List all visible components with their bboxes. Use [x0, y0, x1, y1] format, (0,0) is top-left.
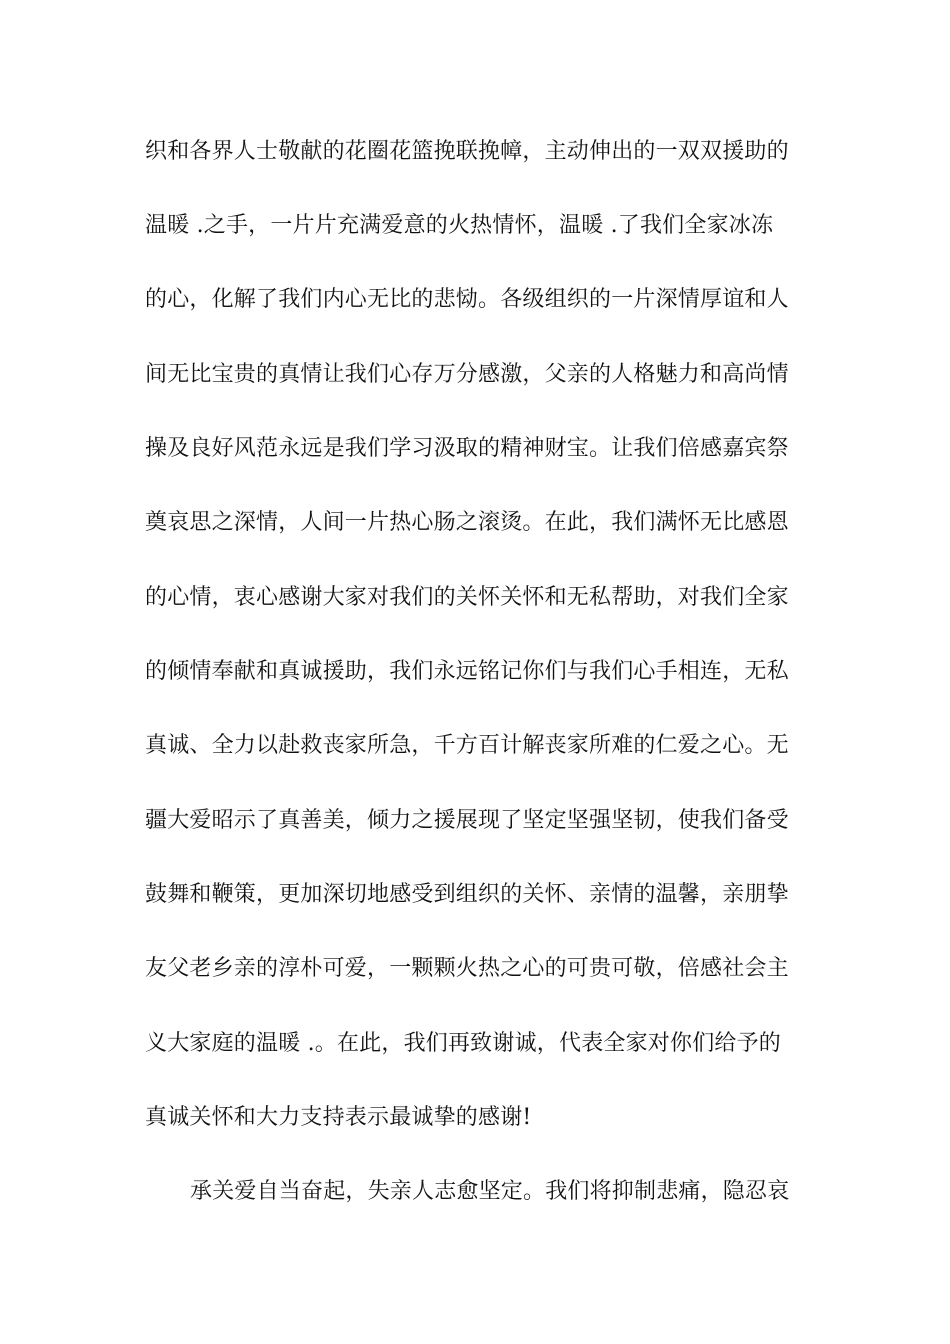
text-line: 奠哀思之深情，人间一片热心肠之滚烫。在此，我们满怀无比感恩 — [145, 510, 789, 535]
text-line: 间无比宝贵的真情让我们心存万分感激，父亲的人格魅力和高尚情 — [145, 362, 789, 387]
paragraph-first-line: 承关爱自当奋起，失亲人志愈坚定。我们将抑制悲痛，隐忍哀 — [190, 1179, 790, 1204]
text-line: 真诚关怀和大力支持表示最诚挚的感谢! — [145, 1105, 532, 1130]
text-line: 友父老乡亲的淳朴可爱，一颗颗火热之心的可贵可敬，倍感社会主 — [145, 956, 789, 981]
text-line: 温暖 .之手，一片片充满爱意的火热情怀，温暖 .了我们全家冰冻 — [145, 213, 774, 238]
text-line: 义大家庭的温暖 .。在此，我们再致谢诚，代表全家对你们给予的 — [145, 1031, 781, 1056]
text-line: 的心情，衷心感谢大家对我们的关怀关怀和无私帮助，对我们全家 — [145, 585, 789, 610]
text-line: 疆大爱昭示了真善美，倾力之援展现了坚定坚强坚韧，使我们备受 — [145, 808, 789, 833]
text-line: 的倾情奉献和真诚援助，我们永远铭记你们与我们心手相连，无私 — [145, 659, 789, 684]
text-line: 鼓舞和鞭策，更加深切地感受到组织的关怀、亲情的温馨，亲朋挚 — [145, 882, 789, 907]
text-line: 的心，化解了我们内心无比的悲恸。各级组织的一片深情厚谊和人 — [145, 287, 789, 312]
text-line: 织和各界人士敬献的花圈花篮挽联挽幛，主动伸出的一双双援助的 — [145, 139, 789, 164]
text-line: 真诚、全力以赴救丧家所急，千方百计解丧家所难的仁爱之心。无 — [145, 733, 789, 758]
text-line: 操及良好风范永远是我们学习汲取的精神财宝。让我们倍感嘉宾祭 — [145, 436, 789, 461]
